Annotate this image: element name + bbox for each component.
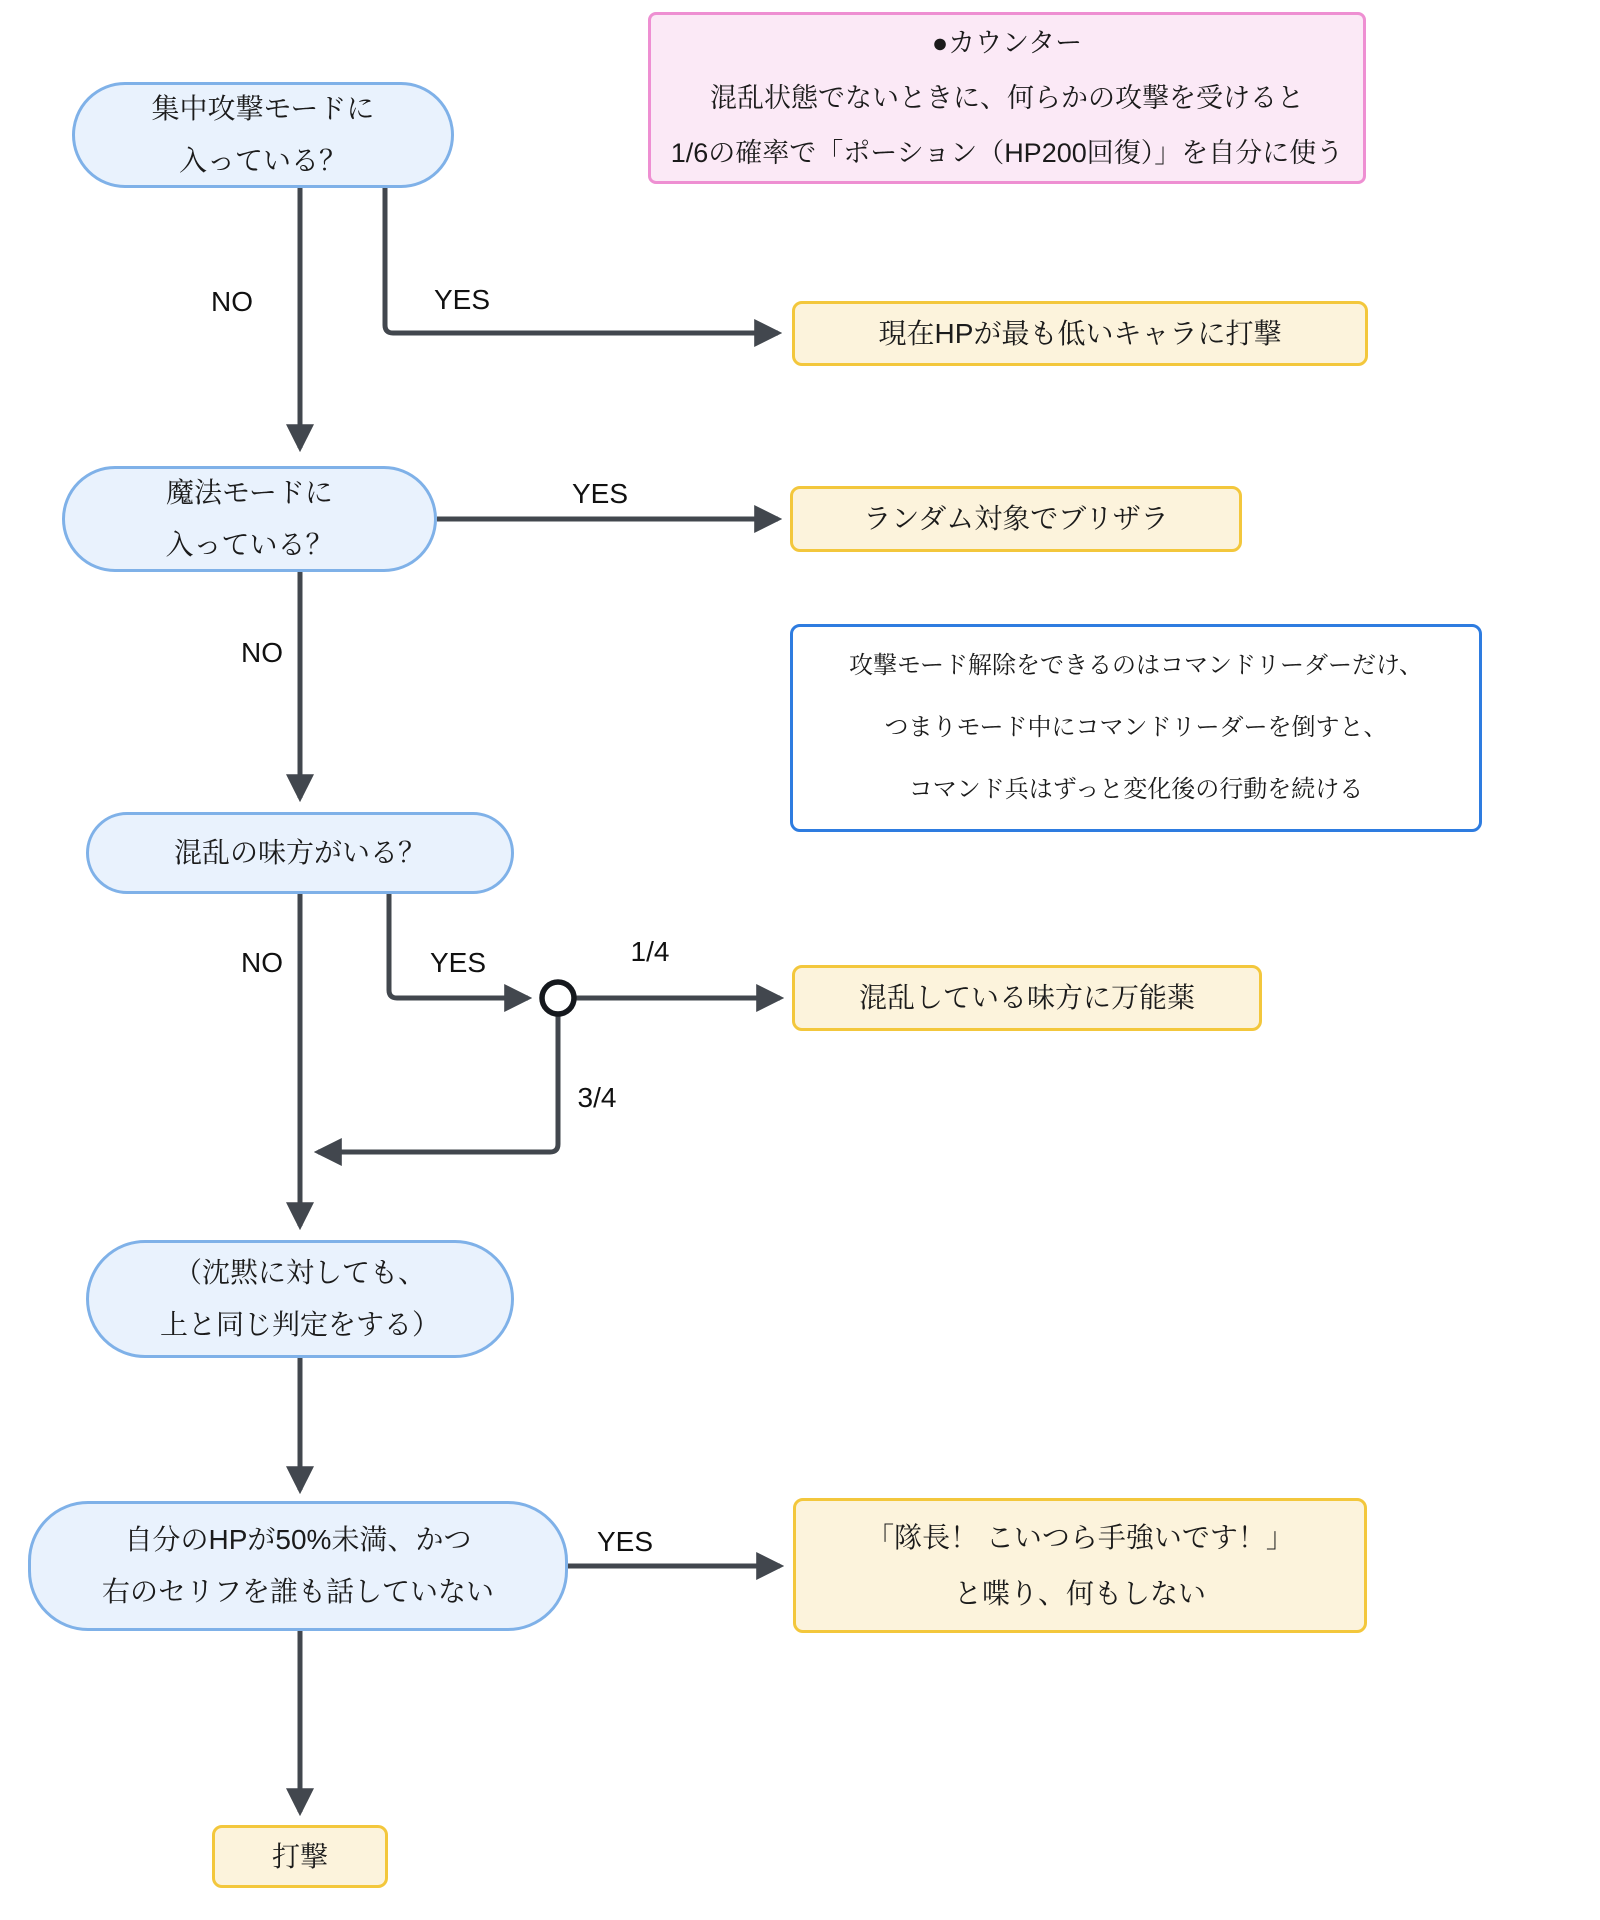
- edge-label-focus-yes: YES: [433, 284, 491, 315]
- action-speak-line: [793, 1498, 1367, 1633]
- decision-text: 右のセリフを誰も話していない: [101, 1576, 494, 1607]
- decision-confused-ally: [86, 812, 514, 894]
- decision-hp-below-50: [28, 1501, 568, 1631]
- edge-three-quarter: [318, 1016, 558, 1152]
- decision-text: 自分のHPが50%未満、かつ: [124, 1524, 472, 1555]
- action-text: 混乱している味方に万能薬: [858, 982, 1195, 1013]
- edge-label-confused-no: NO: [241, 947, 283, 978]
- decision-text: 集中攻撃モードに: [151, 93, 375, 124]
- edge-label-magic-no: NO: [241, 637, 283, 668]
- note-mode-release-text: つまりモード中にコマンドリーダーを倒すと、: [884, 714, 1388, 741]
- action-text: 打撃: [271, 1840, 328, 1872]
- decision-focus-attack-mode: [72, 82, 454, 188]
- action-text: 現在HPが最も低いキャラに打撃: [878, 317, 1282, 349]
- action-text: と喋り、何もしない: [953, 1577, 1206, 1609]
- note-mode-release-text: コマンド兵はずっと変化後の行動を続ける: [908, 776, 1364, 803]
- edge-label-hp-yes: YES: [596, 1526, 654, 1557]
- edge-confused-yes: [389, 894, 528, 998]
- action-strike-lowest-hp: [792, 301, 1368, 366]
- note-counter-title: ●カウンター: [931, 27, 1083, 58]
- edge-label-confused-yes: YES: [429, 947, 487, 978]
- decision-text: 混乱の味方がいる？: [173, 837, 426, 868]
- edge-label-focus-no: NO: [211, 286, 253, 317]
- decision-text: （沈黙に対しても、: [173, 1257, 426, 1288]
- edge-label-magic-yes: YES: [571, 478, 629, 509]
- decision-text: 魔法モードに: [166, 477, 333, 508]
- edge-label-three-quarter: 3/4: [577, 1082, 617, 1113]
- action-text: ランダム対象でブリザラ: [863, 503, 1169, 534]
- decision-magic-mode: [62, 466, 437, 572]
- note-counter-text: 1/6の確率で「ポーション（HP200回復）」を自分に使う: [670, 137, 1344, 168]
- junction-circle: [542, 982, 574, 1014]
- note-mode-release-text: 攻撃モード解除をできるのはコマンドリーダーだけ、: [848, 652, 1424, 679]
- decision-text: 入っている？: [165, 529, 334, 560]
- action-remedy-confused-ally: [792, 965, 1262, 1031]
- action-strike: [212, 1825, 388, 1888]
- note-mode-release: [790, 624, 1482, 832]
- decision-silence-same-check: [86, 1240, 514, 1358]
- action-blizzara-random: [790, 486, 1242, 552]
- action-text: 「隊長！ こいつら手強いです！」: [866, 1521, 1294, 1553]
- note-counter-text: 混乱状態でないときに、何らかの攻撃を受けると: [710, 82, 1304, 113]
- decision-text: 入っている？: [178, 145, 347, 176]
- note-counter: [648, 12, 1366, 184]
- decision-text: 上と同じ判定をする）: [159, 1309, 440, 1340]
- edge-label-quarter: 1/4: [630, 936, 670, 967]
